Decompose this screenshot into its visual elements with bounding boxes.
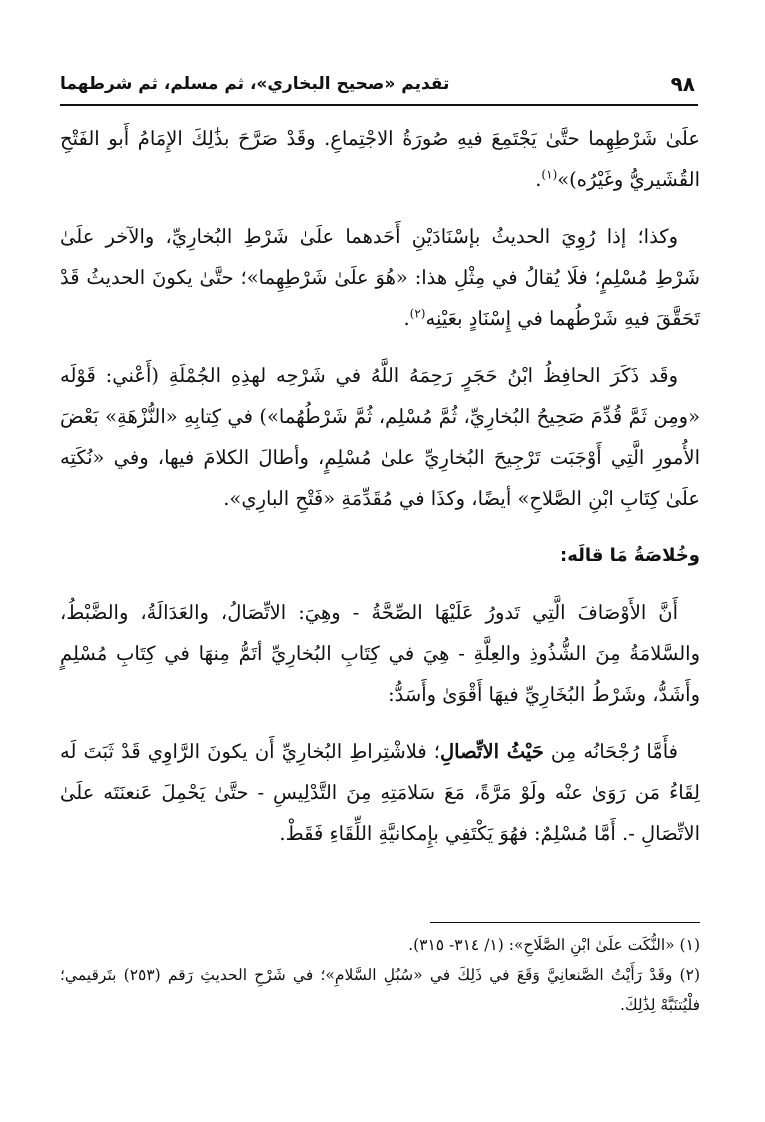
paragraph-4: أَنَّ الأَوْصَافَ الَّتِي تَدورُ عَلَيْهَا الصِّحَّةُ - وهِيَ: الاتِّصَالُ، والعَدَالَةُ، والضَّبْطُ، والسَّلامَةُ مِنَ الشُّذُوذِ والعِلَّةِ - هِيَ في كِتَابِ البُخارِيِّ أتَمُّ مِنهَا في كِتَابِ مُسْلِمٍ وأَشَدُّ، وشَرْطُ البُخَارِيِّ فيهَا أَقْوَىٰ وأَسَدُّ: <box>60 601 700 706</box>
header-rule <box>60 104 698 106</box>
paragraph-1-end: . <box>535 168 542 191</box>
paragraph-5 <box>60 731 700 854</box>
running-title: تقديم «صحيح البخاري»، ثم مسلم، ثم شرطهما <box>60 74 450 94</box>
main-text <box>60 118 700 870</box>
footnote-1: (١) «النُّكَت علَىٰ ابْنِ الصَّلَاحِ»: (١/ ٣١٤- ٣١٥). <box>408 936 700 954</box>
section-heading: وخُلاصَةُ مَا قالَه: <box>560 545 700 566</box>
paragraph-5-pre: فأَمَّا رُجْحَانُه مِن <box>550 740 678 763</box>
paragraph-5-post: ؛ فلاشْتِراطِ البُخارِيِّ أَن يكونَ الرَّاوِي قَدْ ثَبَتَ لَه لِقَاءُ مَن رَوَىٰ عنْه ولَوْ مَرَّةً، مَعَ سَلامَتِهِ مِنَ التَّدْلِيسِ - حتَّىٰ يَحْمِلَ عَنعنَتَه علَىٰ الاتِّصَالِ -. أَمَّا مُسْلِمٌ: فهُوَ يَكْتَفِي بإِمكانيَّةِ اللِّقَاءِ فَقَطْ. <box>60 740 700 845</box>
paragraph-2 <box>60 216 700 339</box>
paragraph-1-text: علَىٰ شَرْطِهِما حتَّىٰ يَجْتَمِعَ فيهِ صُورَةُ الاجْتِماعِ. وقَدْ صَرَّحَ بذَٰلِكَ الإِمَامُ أَبو الفَتْحِ القُشَيريُّ وغَيْرُه)» <box>60 127 700 191</box>
footnote-2: (٢) وقَدْ رَأَيْتُ الصَّنعانِيَّ وَقَعَ في ذَلِكَ في «سُبُلِ السَّلامِ»؛ في شَرْحِ الحديثِ رَقم (٢٥٣) بتَرقيمي؛ فلْيُتنَبَّهْ لِذَٰلِكَ. <box>60 966 700 1014</box>
paragraph-3: وقَد ذَكَرَ الحافِظُ ابْنُ حَجَرٍ رَحِمَهُ اللَّهُ في شَرْحِه لهذِهِ الجُمْلَةِ (أَعْني: قَوْلَه «ومِن ثَمَّ قُدِّمَ صَحِيحُ البُخارِيِّ، ثُمَّ مُسْلِم، ثُمَّ شَرْطُهُما») في كِتابِهِ «النُّزْهَةِ» بَعْضَ الأُمورِ الَّتِي أَوْجَبَت تَرْجِيحَ البُخارِيِّ علىٰ مُسْلِمٍ، وأطالَ الكلامَ فيها، وفي «نُكَتِه علَىٰ كِتَابِ ابْنِ الصَّلاحِ» أيضًا، وكذَا في مُقَدِّمَةِ «فَتْحِ البارِي». <box>60 364 700 510</box>
page-number: ٩٨ <box>670 72 695 96</box>
footnote-ref-1: (١) <box>541 167 558 182</box>
paragraph-2-text: وكذا؛ إذا رُوِيَ الحديثُ بإسْنَادَيْنِ أَحَدهما علَىٰ شَرْطِ البُخارِيِّ، والآخر علَىٰ شَرْطِ مُسْلِمٍ؛ فلَا يُقالُ في مِثْلِ هذا: «هُوَ علَىٰ شَرْطِهِما»؛ حتَّىٰ يكونَ الحديثُ قَدْ تَحَقَّقَ فيهِ شَرْطُهما في إِسْنَادٍ بعَيْنِه <box>60 225 700 330</box>
footnotes <box>60 930 700 1020</box>
footnote-ref-2: (٢) <box>409 306 426 321</box>
paragraph-1 <box>60 118 700 200</box>
paragraph-2-end: . <box>403 307 410 330</box>
paragraph-5-bold-term: حَيْثُ الاتِّصالِ <box>440 740 544 763</box>
page-header <box>60 66 695 102</box>
footnote-rule <box>430 922 700 923</box>
